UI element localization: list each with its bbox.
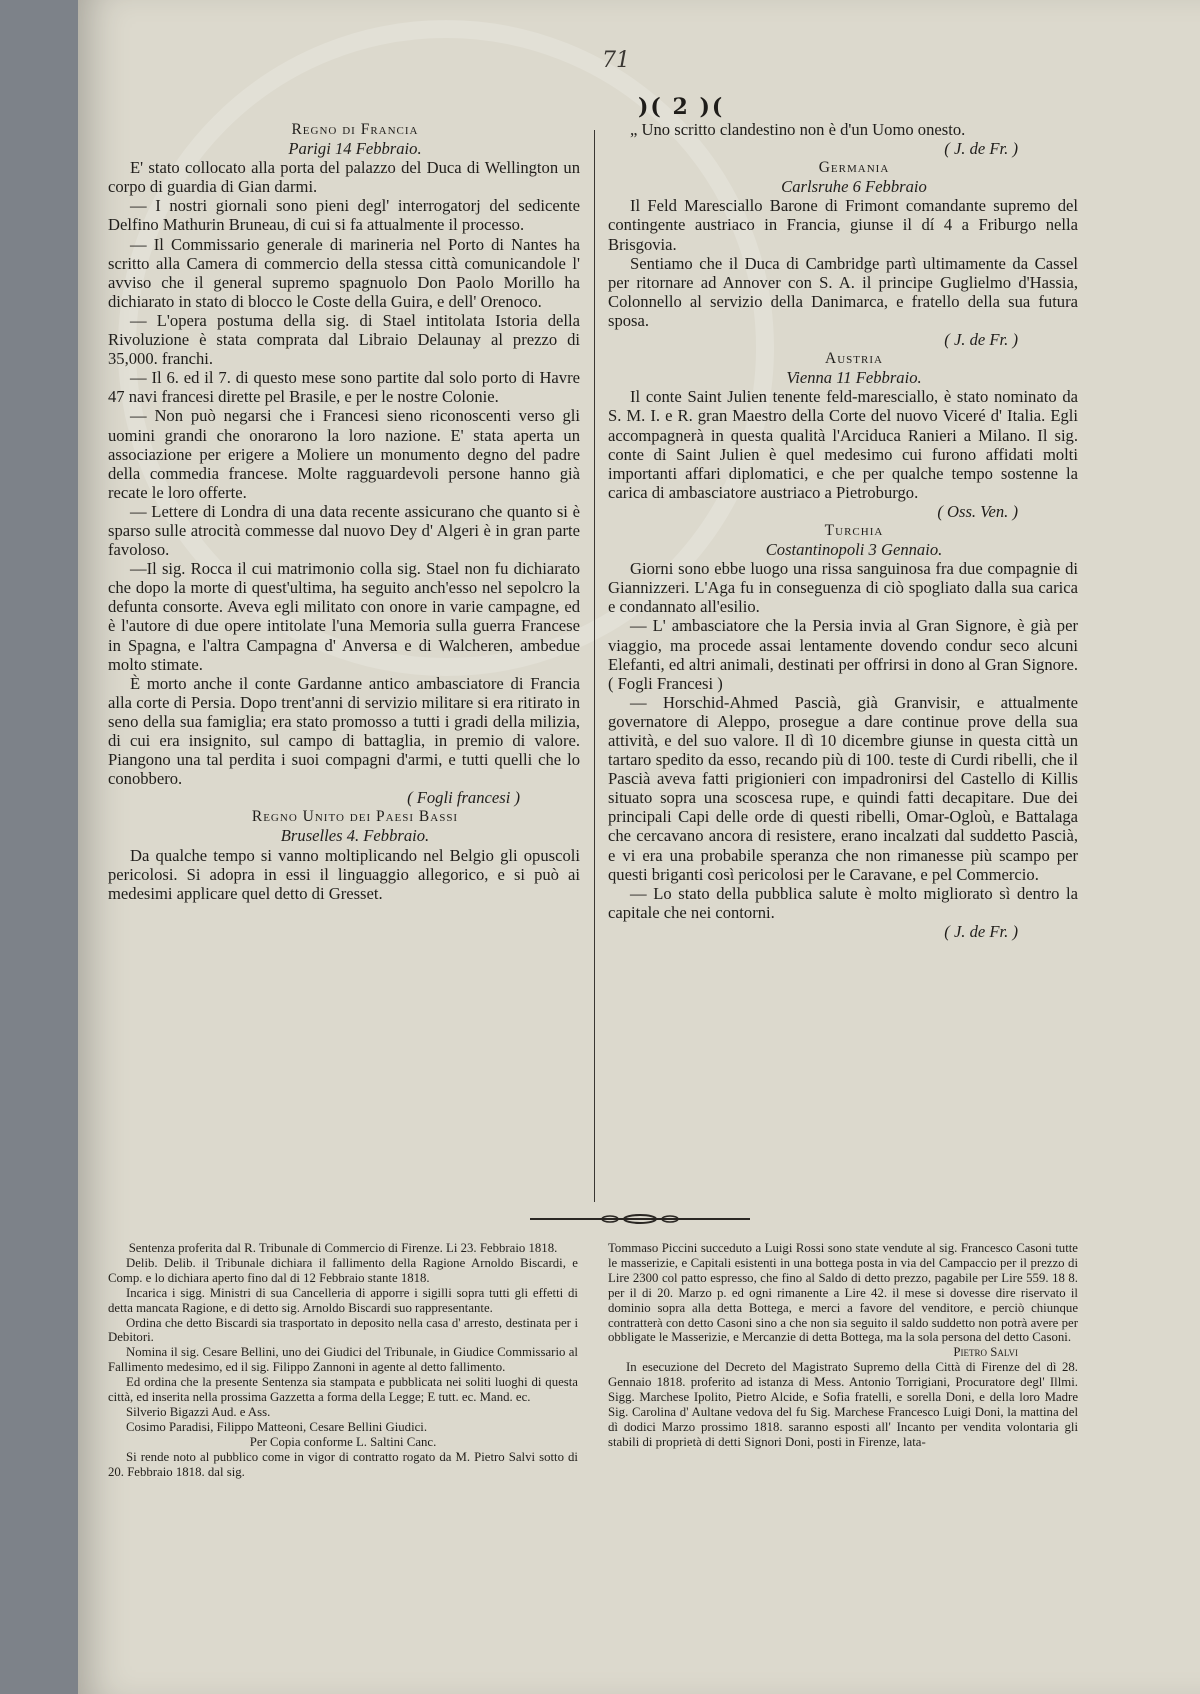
section-head-netherlands: Regno Unito dei Paesi Bassi — [251, 808, 459, 826]
notice-signature: Pietro Salvi — [953, 1345, 1018, 1360]
article-paragraph: — Lo stato della pubblica salute è molto migliorato sì dentro la capitale che nei contorni. — [608, 883, 1078, 922]
article-paragraph: — L' ambasciatore che la Persia invia al Gran Signore, è già per viaggio, ma procede assai lentamente dovendo condur seco alcuni Elefanti, ed altri animali, destinati per offrirsi in dono al Gran Signore. ( Fogli Francesi ) — [608, 616, 1078, 693]
dateline-brussels: Bruselles 4. Febbraio. — [280, 826, 430, 846]
legal-notices-left — [108, 1241, 578, 1480]
article-paragraph: — Horschid-Ahmed Pascià, già Granvisir, e attualmente governatore di Aleppo, prosegue a dare continue prove della sua attività, e del suo valore. Il dì 10 dicembre giunse in questa città un tartaro spedito da esso, recando più di 100. teste di Curdi ribelli, che il Pascià aveva fatti prigionieri con impadronirsi del Castello di Killis situato sopra una scoscesa rupe, e quindi fatti decapitare. Due dei principali Capi delle orde di questi ribelli, Omar-Ogloù, e Battalaga che cercavano ancora di resistere, erano incalzati dal suddetto Pascià, e vi era una probabile speranza che non rimanesse più scampo per questi briganti così pericolosi per le Caravane, e pel Commercio. — [608, 692, 1078, 884]
source-citation: ( Fogli francesi ) — [407, 788, 520, 808]
notice-paragraph: Nomina il sig. Cesare Bellini, uno dei Giudici del Tribunale, in Giudice Commissario al Fallimento medesimo, ed il sig. Filippo Zannoni in agente al detto fallimento. — [108, 1345, 578, 1375]
article-paragraph: È morto anche il conte Gardanne antico ambasciatore di Francia alla corte di Persia. Dopo trent'anni di servizio militare si era ritirato in seno della sua famiglia; era stato promosso a tutti i gradi della milizia, di cui era insignito, sul campo di battaglia, in premio di valore. Piangono una tal perdita i suoi compagni d'armi, e tutti quelli che lo conobbero. — [108, 673, 580, 789]
source-citation: ( J. de Fr. ) — [944, 921, 1018, 941]
article-paragraph: Il Feld Maresciallo Barone di Frimont comandante supremo del contingente austriaco in Francia, giunse il dí 4 a Friburgo nella Brisgovia. — [608, 196, 1078, 254]
source-citation: ( J. de Fr. ) — [944, 330, 1018, 350]
article-paragraph: Da qualche tempo si vanno moltiplicando nel Belgio gli opuscoli pericolosi. Si adopra in essi il linguaggio allegorico, e si può ai medesimi applicare quel detto di Gresset. — [108, 845, 580, 903]
notice-paragraph: Incarica i sigg. Ministri di sua Cancelleria di apporre i sigilli sopra tutti gli effetti di detta mancata Ragione, e di detto sig. Arnoldo Biscardi suo rappresentante. — [108, 1285, 578, 1315]
notice-paragraph: Ordina che detto Biscardi sia trasportato in deposito nella casa d' arresto, destinata per i Debitori. — [108, 1315, 578, 1345]
dateline-carlsruhe: Carlsruhe 6 Febbraio — [781, 177, 927, 197]
article-paragraph: — Lettere di Londra di una data recente assicurano che quanto si è sparso sulle atrocità commesse dal nuovo Dey d' Algeri è in gran parte favoloso. — [108, 501, 580, 560]
notice-paragraph: Delib. Delib. il Tribunale dichiara il fallimento della Ragione Arnoldo Biscardi, e Comp. e lo dichiara aperto fino dal di 12 Febbraio stante 1818. — [108, 1255, 578, 1285]
article-paragraph: — L'opera postuma della sig. di Stael intitolata Istoria della Rivoluzione è stata comprata dal Libraio Delaunay al prezzo di 35,000. franchi. — [108, 310, 580, 369]
notice-paragraph: Tommaso Piccini succeduto a Luigi Rossi sono state vendute al sig. Francesco Casoni tutte le masserizie, e Capitali esistenti in una bottega posta in via del Campaccio per il prezzo di Lire 2300 col patto espresso, che fino al Saldo di detto prezzo, pagabile per Lire 559. 18 8. per il di 20. Marzo p. ed ogni rimanente a Lire 42. il mese si dovesse dire riservato il dominio sopra alla detta Bottega, e merci a favore del venditore, e perciò chiunque contratterà con detto Casoni sino a che non sia seguito il saldo suddetto non potrà avere per obbligate le Masserizie, e Mercanzie di detta Bottega, ma la sola persona del detto Casoni. — [608, 1241, 1078, 1345]
article-paragraph: „ Uno scritto clandestino non è d'un Uomo onesto. — [630, 120, 966, 139]
folio-mark: 71 — [602, 48, 630, 73]
page-number: )( 2 )( — [638, 94, 725, 120]
article-paragraph: Sentiamo che il Duca di Cambridge partì ultimamente da Cassel per ritornare ad Annover con S. A. il principe Guglielmo d'Hassia, Colonnello al servizio della Danimarca, e fratello della sua futura sposa. — [608, 253, 1078, 330]
source-citation: ( J. de Fr. ) — [944, 139, 1018, 159]
article-paragraph: —Il sig. Rocca il cui matrimonio colla sig. Stael non fu dichiarato che dopo la morte di quest'ultima, ha seguito anch'esso nel sepolcro la defunta consorte. Aveva egli militato con onore in varie campagne, ed è l'autore di due opere intitolate l'una Memoria sulla guerra Francese in Spagna, e l'altra Campagna d' Anversa e di Walcheren, ambedue molto stimate. — [108, 559, 580, 674]
legal-notices-right — [608, 1241, 1078, 1450]
dateline-constantinople: Costantinopoli 3 Gennaio. — [765, 540, 943, 560]
right-column — [608, 120, 1078, 941]
notice-paragraph: Ed ordina che la presente Sentenza sia stampata e pubblicata nei soliti luoghi di questa città, ed inserita nella prossima Gazzetta a forma della Legge; E tutt. ec. Mand. ec. — [108, 1375, 578, 1405]
notice-signature: Cosimo Paradisi, Filippo Matteoni, Cesare Bellini Giudici. — [126, 1419, 428, 1434]
section-head-france: Regno di Francia — [291, 121, 419, 138]
article-paragraph: — Il Commissario generale di marineria nel Porto di Nantes ha scritto alla Camera di commercio della stessa città comunicandole l' avviso che il general supremo spagnuolo Don Paolo Morillo ha dichiarato in stato di blocco le Coste della Guira, e dell' Orenoco. — [108, 234, 580, 311]
notice-heading: Sentenza proferita dal R. Tribunale di Commercio di Firenze. Li 23. Febbraio 1818. — [128, 1241, 558, 1255]
notice-paragraph: Si rende noto al pubblico come in vigor di contratto rogato da M. Pietro Salvi sotto di 20. Febbraio 1818. dal sig. — [108, 1449, 578, 1479]
article-paragraph: — Il 6. ed il 7. di questo mese sono partite dal solo porto di Havre 47 navi francesi dirette pel Brasile, e per le nostre Colonie. — [108, 368, 580, 407]
dateline-paris: Parigi 14 Febbraio. — [288, 139, 422, 159]
notice-signature: Silverio Bigazzi Aud. e Ass. — [126, 1404, 271, 1419]
notice-paragraph: In esecuzione del Decreto del Magistrato Supremo della Città di Firenze del dì 28. Gennaio 1818. proferito ad istanza di Mess. Antonio Torrigiani, Procuratore degl' Illmi. Sigg. Marchese Ipolito, Pietro Alcide, e Sofia fratelli, e sorella Doni, e della loro Madre Sig. Carolina d' Aultane vedova del fu Sig. Marchese Francesco Luigi Doni, la mattina del dì dodici Marzo prossimo 1818. saranno esposti all' Incanto per vendita volontaria gli stabili di proprietà di detti Signori Doni, posti in Firenze, lata- — [608, 1360, 1078, 1449]
ornamental-rule — [530, 1214, 750, 1224]
column-divider — [594, 130, 595, 1202]
section-head-germany: Germania — [818, 159, 890, 177]
article-paragraph: — Non può negarsi che i Francesi sieno riconoscenti verso gli uomini grandi che onorarono la loro nazione. E' stata aperta un associazione per erigere a Moliere un monumento degno del padre della commedia francese. Molte ragguardevoli persone hanno già recate le loro offerte. — [108, 406, 580, 502]
article-paragraph: Il conte Saint Julien tenente feld-maresciallo, è stato nominato da S. M. I. e R. gran Maestro della Corte del nuovo Viceré d' Italia. Egli accompagnerà in questa qualità l'Arciduca Ranieri a Milano. Il sig. conte di Saint Julien è quel medesimo cui furono affidati molti importanti affari diplomatici, e che per qualche tempo sostenne la carica di ambasciatore austriaco a Pietroburgo. — [608, 387, 1078, 502]
article-paragraph: Giorni sono ebbe luogo una rissa sanguinosa fra due compagnie di Giannizzeri. L'Aga fu in conseguenza di ciò spogliato dalla sua carica e condannato all'esilio. — [608, 559, 1078, 617]
notice-signature: Per Copia conforme L. Saltini Canc. — [249, 1434, 437, 1449]
section-head-turkey: Turchia — [824, 521, 884, 539]
article-paragraph: — I nostri giornali sono pieni degl' interrogatorj del sedicente Delfino Mathurin Bruneau, di cui si fa attualmente il processo. — [108, 196, 580, 235]
dateline-vienna: Vienna 11 Febbraio. — [786, 368, 922, 388]
source-citation: ( Oss. Ven. ) — [937, 501, 1018, 521]
left-column — [108, 120, 580, 903]
article-paragraph: E' stato collocato alla porta del palazzo del Duca di Wellington un corpo di guardia di Gian darmi. — [108, 158, 580, 197]
section-head-austria: Austria — [825, 350, 883, 368]
